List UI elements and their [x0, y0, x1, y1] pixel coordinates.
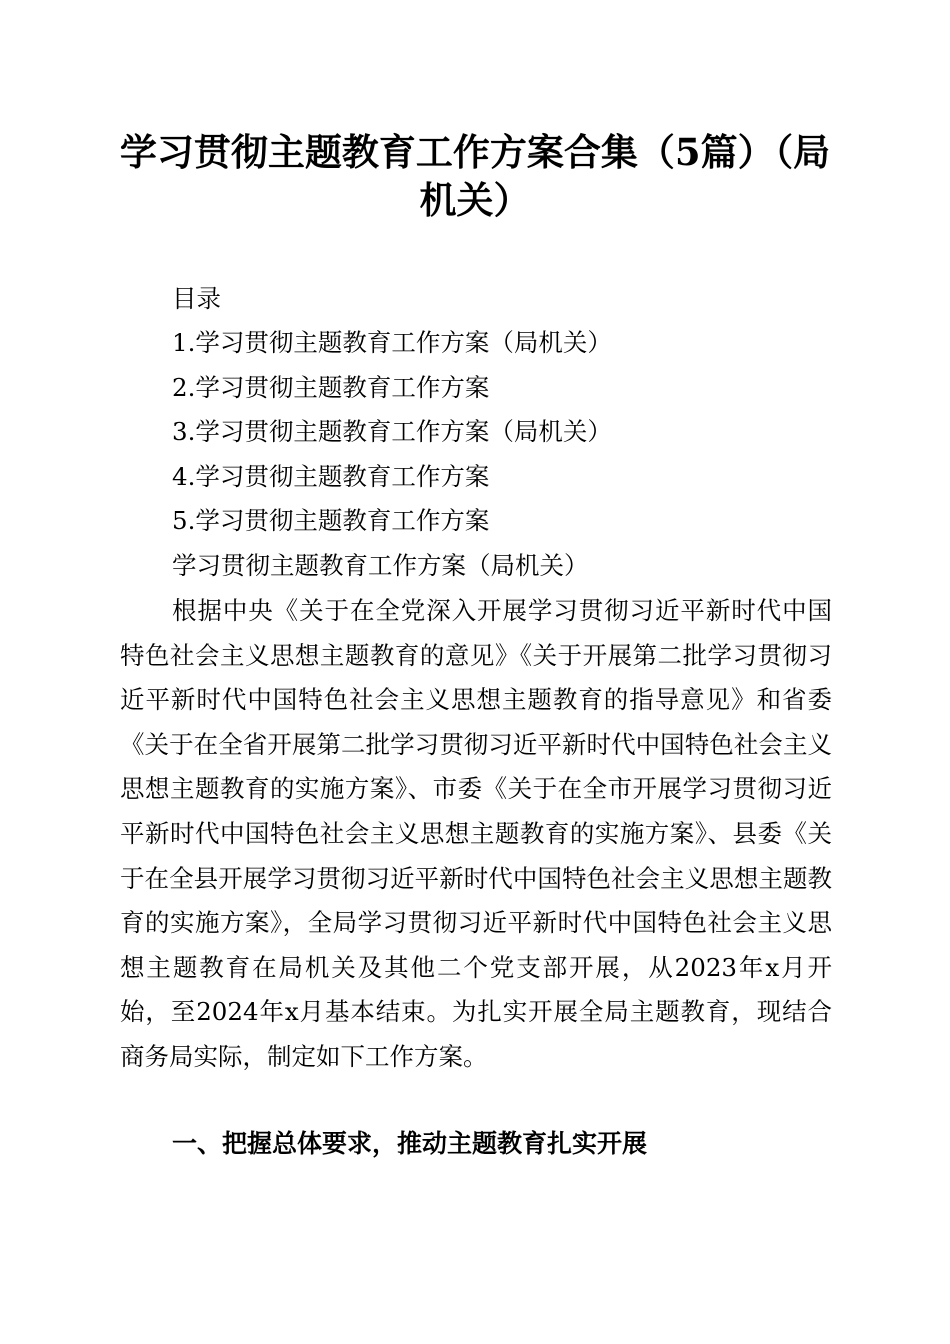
toc-item: 1.学习贯彻主题教育工作方案（局机关） [172, 328, 612, 357]
document-title-line-1: 学习贯彻主题教育工作方案合集（5篇）（局 [119, 130, 831, 174]
document-title [100, 128, 850, 224]
toc-item: 3.学习贯彻主题教育工作方案（局机关） [172, 417, 612, 447]
table-of-contents [172, 321, 612, 544]
document-title-line-2: 机关） [419, 178, 531, 222]
toc-item: 2.学习贯彻主题教育工作方案 [172, 372, 490, 402]
section-title: 学习贯彻主题教育工作方案（局机关） [172, 551, 589, 580]
section-heading-1: 一、把握总体要求，推动主题教育扎实开展 [172, 1129, 648, 1158]
toc-item: 4.学习贯彻主题教育工作方案 [172, 461, 490, 491]
body-paragraph: 根据中央《关于在全党深入开展学习贯彻习近平新时代中国特色社会主义思想主题教育的意见》《关于开展第二批学习贯彻习近平新时代中国特色社会主义思想主题教育的指导意见》和省委《关于在全省开展第二批学习贯彻习近平新时代中国特色社会主义思想主题教育的实施方案》、市委《关于在全市开展学习贯彻习近平新时代中国特色社会主义思想主题教育的实施方案》、县委《关于在全县开展学习贯彻习近平新时代中国特色社会主义思想主题教育的实施方案》，全局学习贯彻习近平新时代中国特色社会主义思想主题教育在局机关及其他二个党支部开展，从2023年x月开始，至2024年x月基本结束。为扎实开展全局主题教育，现结合商务局实际，制定如下工作方案。 [120, 596, 832, 1071]
toc-heading: 目录 [172, 284, 221, 313]
toc-item: 5.学习贯彻主题教育工作方案 [172, 506, 490, 536]
